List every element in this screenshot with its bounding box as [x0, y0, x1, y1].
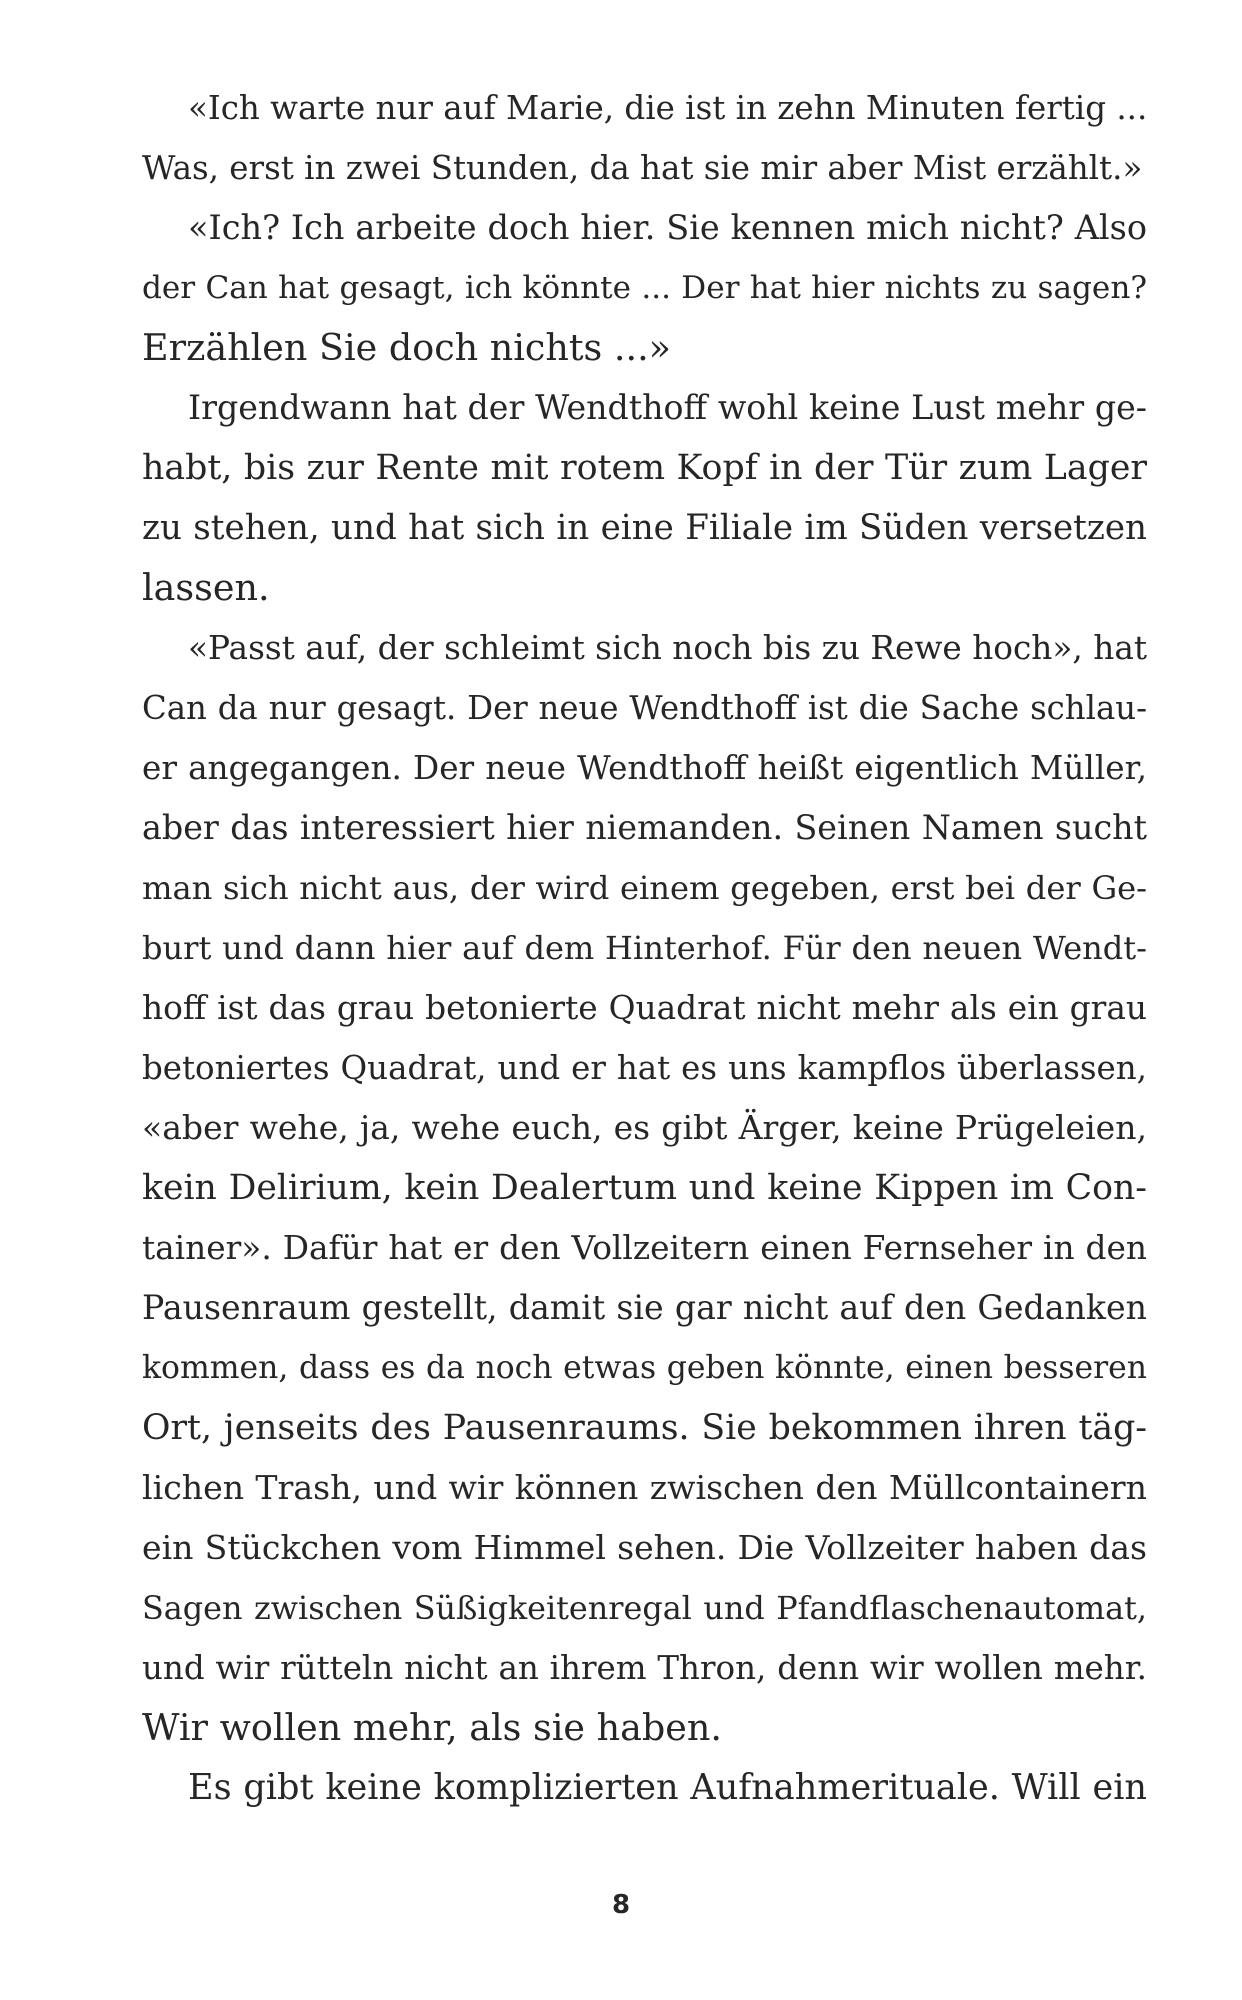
text-line: betoniertes Quadrat, und er hat es uns kampflos überlassen,: [142, 1049, 1147, 1087]
page-number: 8: [611, 1890, 631, 1920]
text-line: Ort, jenseits des Pausenraums. Sie bekommen ihren täg-: [142, 1408, 1147, 1448]
text-line: kommen, dass es da noch etwas geben könnte, einen besseren: [142, 1350, 1147, 1386]
text-line: tainer». Dafür hat er den Vollzeitern einen Fernseher in den: [142, 1229, 1147, 1267]
text-line: aber das interessiert hier niemanden. Seinen Namen sucht: [142, 808, 1147, 847]
body-text: [142, 78, 1147, 1818]
text-line: Es gibt keine komplizierten Aufnahmerituale. Will ein: [188, 1767, 1147, 1808]
text-line: der Can hat gesagt, ich könnte ... Der hat hier nichts zu sagen?: [142, 270, 1147, 306]
text-line: er angegangen. Der neue Wendthoff heißt eigentlich Müller,: [142, 749, 1147, 787]
text-line: Can da nur gesagt. Der neue Wendthoff ist die Sache schlau-: [142, 689, 1147, 727]
text-line: kein Delirium, kein Dealertum und keine Kippen im Con-: [142, 1168, 1147, 1208]
text-line: zu stehen, und hat sich in eine Filiale im Süden versetzen: [142, 508, 1147, 548]
text-line: man sich nicht aus, der wird einem gegeben, erst bei der Ge-: [142, 869, 1147, 907]
text-line: «aber wehe, ja, wehe euch, es gibt Ärger, keine Prügeleien,: [142, 1108, 1147, 1147]
text-line: Irgendwann hat der Wendthoff wohl keine Lust mehr ge-: [188, 388, 1147, 427]
text-line: Erzählen Sie doch nichts ...»: [142, 326, 672, 369]
text-line: «Ich? Ich arbeite doch hier. Sie kennen mich nicht? Also: [188, 208, 1147, 247]
text-line: «Ich warte nur auf Marie, die ist in zehn Minuten fertig ...: [188, 89, 1148, 127]
text-line: lichen Trash, und wir können zwischen den Müllcontainern: [142, 1468, 1147, 1507]
text-line: burt und dann hier auf dem Hinterhof. Für den neuen Wendt-: [142, 929, 1147, 967]
text-line: «Passt auf, der schleimt sich noch bis zu Rewe hoch», hat: [188, 629, 1147, 667]
text-line: Pausenraum gestellt, damit sie gar nicht auf den Gedanken: [142, 1288, 1147, 1327]
text-line: Sagen zwischen Süßigkeitenregal und Pfandflaschenautomat,: [142, 1589, 1147, 1627]
text-line: hoff ist das grau betonierte Quadrat nicht mehr als ein grau: [142, 989, 1147, 1027]
text-line: habt, bis zur Rente mit rotem Kopf in der Tür zum Lager: [142, 448, 1147, 488]
text-line: Wir wollen mehr, als sie haben.: [142, 1706, 722, 1749]
text-line: ein Stückchen vom Himmel sehen. Die Vollzeiter haben das: [142, 1528, 1147, 1567]
text-line: und wir rütteln nicht an ihrem Thron, denn wir wollen mehr.: [142, 1649, 1147, 1687]
text-line: Was, erst in zwei Stunden, da hat sie mir aber Mist erzählt.»: [142, 149, 1143, 187]
text-line: lassen.: [142, 566, 270, 609]
